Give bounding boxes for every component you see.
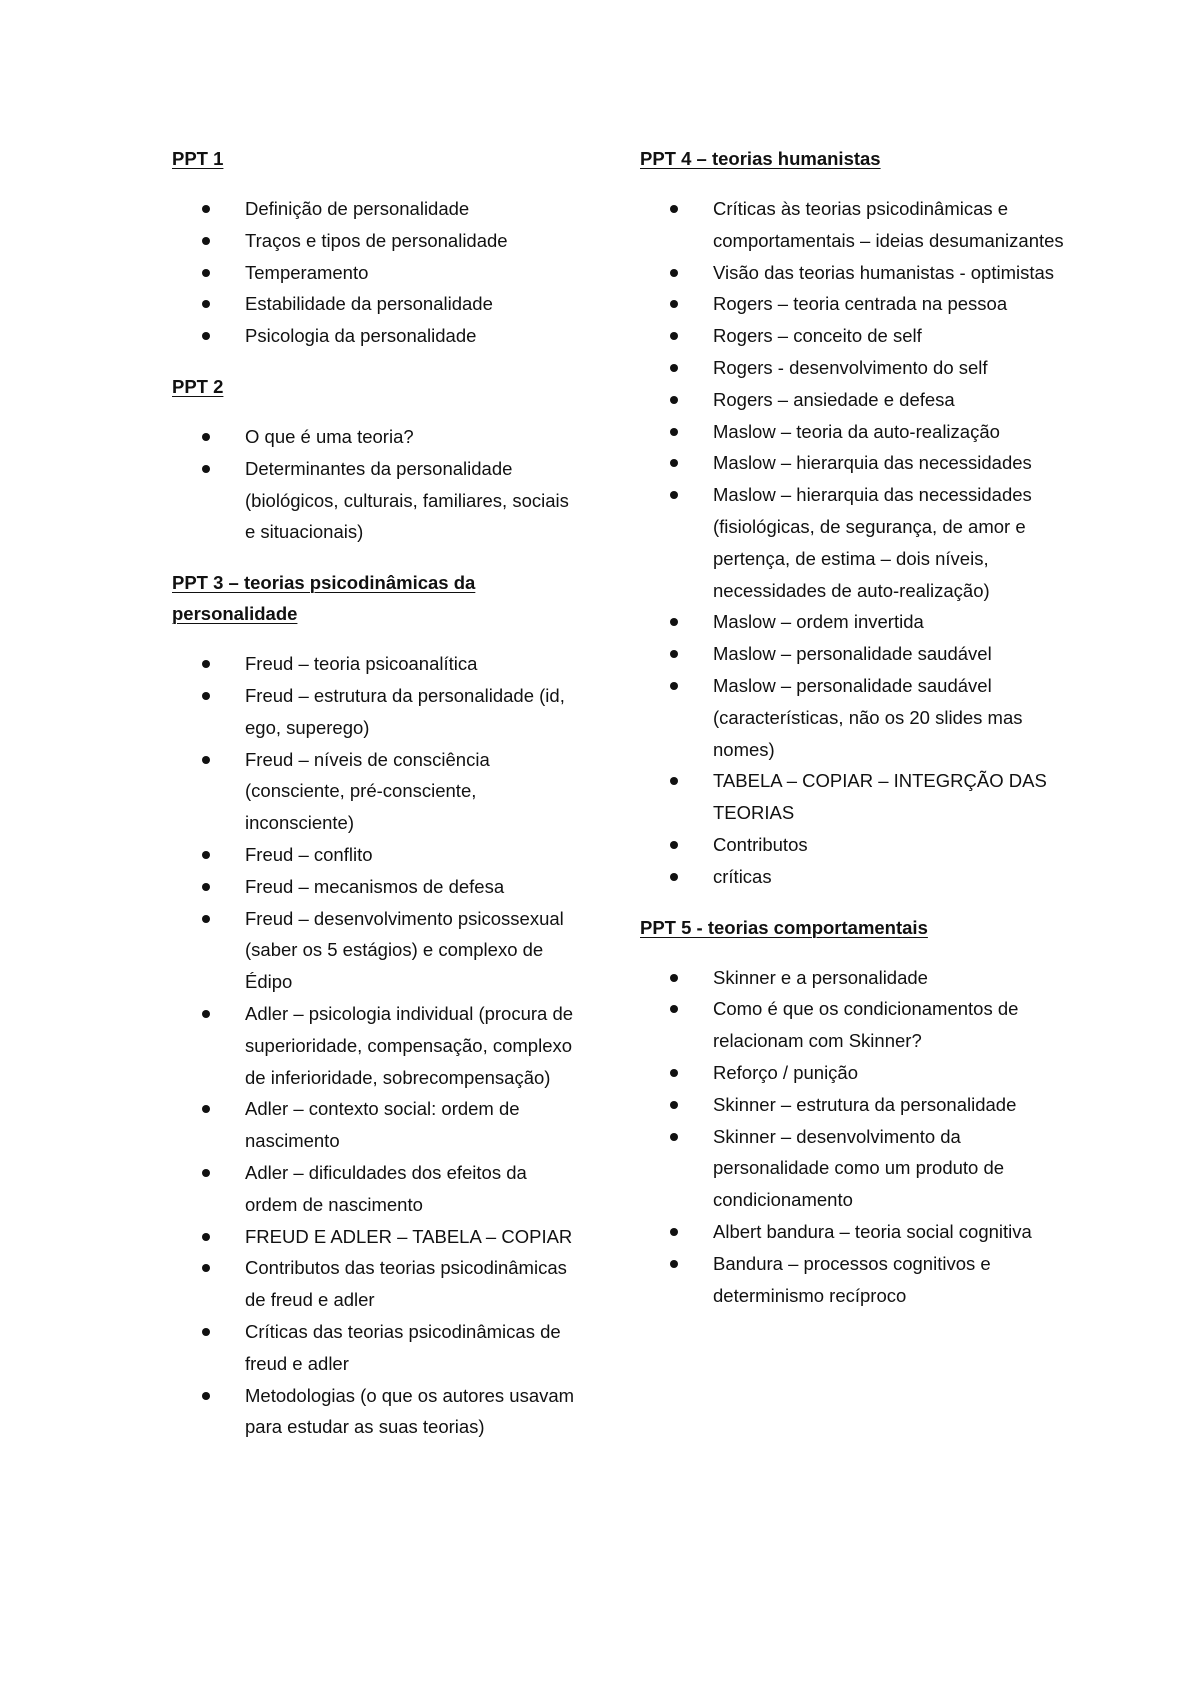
bullet-icon (670, 618, 678, 626)
list-item: Freud – mecanismos de defesa (172, 871, 577, 903)
list-item: Contributos das teorias psicodinâmicas de freud e adler (172, 1252, 577, 1316)
bullet-icon (202, 1010, 210, 1018)
bullet-icon (670, 1005, 678, 1013)
list-item: Maslow – hierarquia das necessidades (fisiológicas, de segurança, de amor e pertença, de estima – dois níveis, necessidades de auto-realização) (640, 479, 1070, 606)
bullet-icon (670, 491, 678, 499)
list-item: Definição de personalidade (172, 193, 577, 225)
bullet-icon (670, 1101, 678, 1109)
section-title-ppt1: PPT 1 (172, 148, 224, 169)
list-item: Determinantes da personalidade (biológicos, culturais, familiares, sociais e situacionais) (172, 453, 577, 548)
list-item: Adler – psicologia individual (procura de superioridade, compensação, complexo de inferioridade, sobrecompensação) (172, 998, 577, 1093)
list-item: Maslow – ordem invertida (640, 606, 1070, 638)
section-title-ppt5: PPT 5 - teorias comportamentais (640, 916, 928, 938)
list-item: Estabilidade da personalidade (172, 288, 577, 320)
bullet-icon (670, 205, 678, 213)
bullet-icon (202, 883, 210, 891)
list-item: Rogers – ansiedade e defesa (640, 384, 1070, 416)
bullet-icon (670, 777, 678, 785)
bullet-icon (670, 974, 678, 982)
bullet-icon (670, 1228, 678, 1236)
list-item: Albert bandura – teoria social cognitiva (640, 1216, 1070, 1248)
bullet-icon (202, 1328, 210, 1336)
bullet-icon (670, 459, 678, 467)
list-item: Rogers – teoria centrada na pessoa (640, 288, 1070, 320)
list-item: Maslow – personalidade saudável (640, 638, 1070, 670)
bullet-icon (202, 1264, 210, 1272)
bullet-icon (670, 873, 678, 881)
bullet-icon (202, 300, 210, 308)
bullet-icon (670, 1069, 678, 1077)
list-item: Maslow – hierarquia das necessidades (640, 447, 1070, 479)
list-item: Skinner – desenvolvimento da personalidade como um produto de condicionamento (640, 1121, 1070, 1216)
list-item: críticas (640, 861, 1070, 893)
list-item: Freud – desenvolvimento psicossexual (saber os 5 estágios) e complexo de Édipo (172, 903, 577, 998)
bullet-icon (670, 428, 678, 436)
list-item: Adler – contexto social: ordem de nascimento (172, 1093, 577, 1157)
bullet-icon (202, 1169, 210, 1177)
list-item: Freud – estrutura da personalidade (id, ego, superego) (172, 680, 577, 744)
bullet-icon (670, 332, 678, 340)
bullet-icon (202, 433, 210, 441)
list-item: Skinner e a personalidade (640, 962, 1070, 994)
bullet-icon (202, 756, 210, 764)
list-item: Skinner – estrutura da personalidade (640, 1089, 1070, 1121)
bullet-icon (670, 841, 678, 849)
bullet-icon (202, 237, 210, 245)
list-item: O que é uma teoria? (172, 421, 577, 453)
bullet-icon (202, 915, 210, 923)
list-item: Rogers - desenvolvimento do self (640, 352, 1070, 384)
bullet-icon (202, 1392, 210, 1400)
list-item: Como é que os condicionamentos de relacionam com Skinner? (640, 993, 1070, 1057)
list-item: Traços e tipos de personalidade (172, 225, 577, 257)
bullet-icon (670, 300, 678, 308)
section-title-ppt3: PPT 3 – teorias psicodinâmicas da personalidade (172, 572, 476, 625)
list-item: Freud – teoria psicoanalítica (172, 648, 577, 680)
list-item: Reforço / punição (640, 1057, 1070, 1089)
bullet-icon (670, 682, 678, 690)
bullet-icon (670, 269, 678, 277)
list-item: Maslow – teoria da auto-realização (640, 416, 1070, 448)
bullet-icon (202, 465, 210, 473)
bullet-icon (670, 1133, 678, 1141)
list-item: FREUD E ADLER – TABELA – COPIAR (172, 1221, 577, 1253)
list-item: Rogers – conceito de self (640, 320, 1070, 352)
section-list-ppt5 (640, 962, 1070, 1312)
list-item: Freud – conflito (172, 839, 577, 871)
list-item: Adler – dificuldades dos efeitos da ordem de nascimento (172, 1157, 577, 1221)
right-column (640, 143, 1070, 1330)
list-item: Críticas às teorias psicodinâmicas e comportamentais – ideias desumanizantes (640, 193, 1070, 257)
bullet-icon (202, 332, 210, 340)
bullet-icon (670, 1260, 678, 1268)
section-list-ppt3 (172, 648, 577, 1443)
list-item: Freud – níveis de consciência (consciente, pré-consciente, inconsciente) (172, 744, 577, 839)
bullet-icon (202, 851, 210, 859)
bullet-icon (670, 364, 678, 372)
bullet-icon (670, 650, 678, 658)
section-title-ppt4: PPT 4 – teorias humanistas (640, 148, 881, 169)
bullet-icon (202, 1233, 210, 1241)
list-item: Temperamento (172, 257, 577, 289)
list-item: Visão das teorias humanistas - optimistas (640, 257, 1070, 289)
list-item: Psicologia da personalidade (172, 320, 577, 352)
list-item: Maslow – personalidade saudável (características, não os 20 slides mas nomes) (640, 670, 1070, 765)
list-item: TABELA – COPIAR – INTEGRÇÃO DAS TEORIAS (640, 765, 1070, 829)
section-list-ppt4 (640, 193, 1070, 893)
bullet-icon (202, 660, 210, 668)
section-title-ppt2: PPT 2 (172, 375, 224, 397)
list-item: Críticas das teorias psicodinâmicas de freud e adler (172, 1316, 577, 1380)
bullet-icon (202, 205, 210, 213)
left-column (172, 143, 577, 1462)
list-item: Metodologias (o que os autores usavam para estudar as suas teorias) (172, 1380, 577, 1444)
bullet-icon (202, 269, 210, 277)
list-item: Contributos (640, 829, 1070, 861)
section-list-ppt1 (172, 193, 577, 352)
bullet-icon (202, 1105, 210, 1113)
bullet-icon (202, 692, 210, 700)
section-list-ppt2 (172, 421, 577, 548)
bullet-icon (670, 396, 678, 404)
list-item: Bandura – processos cognitivos e determinismo recíproco (640, 1248, 1070, 1312)
